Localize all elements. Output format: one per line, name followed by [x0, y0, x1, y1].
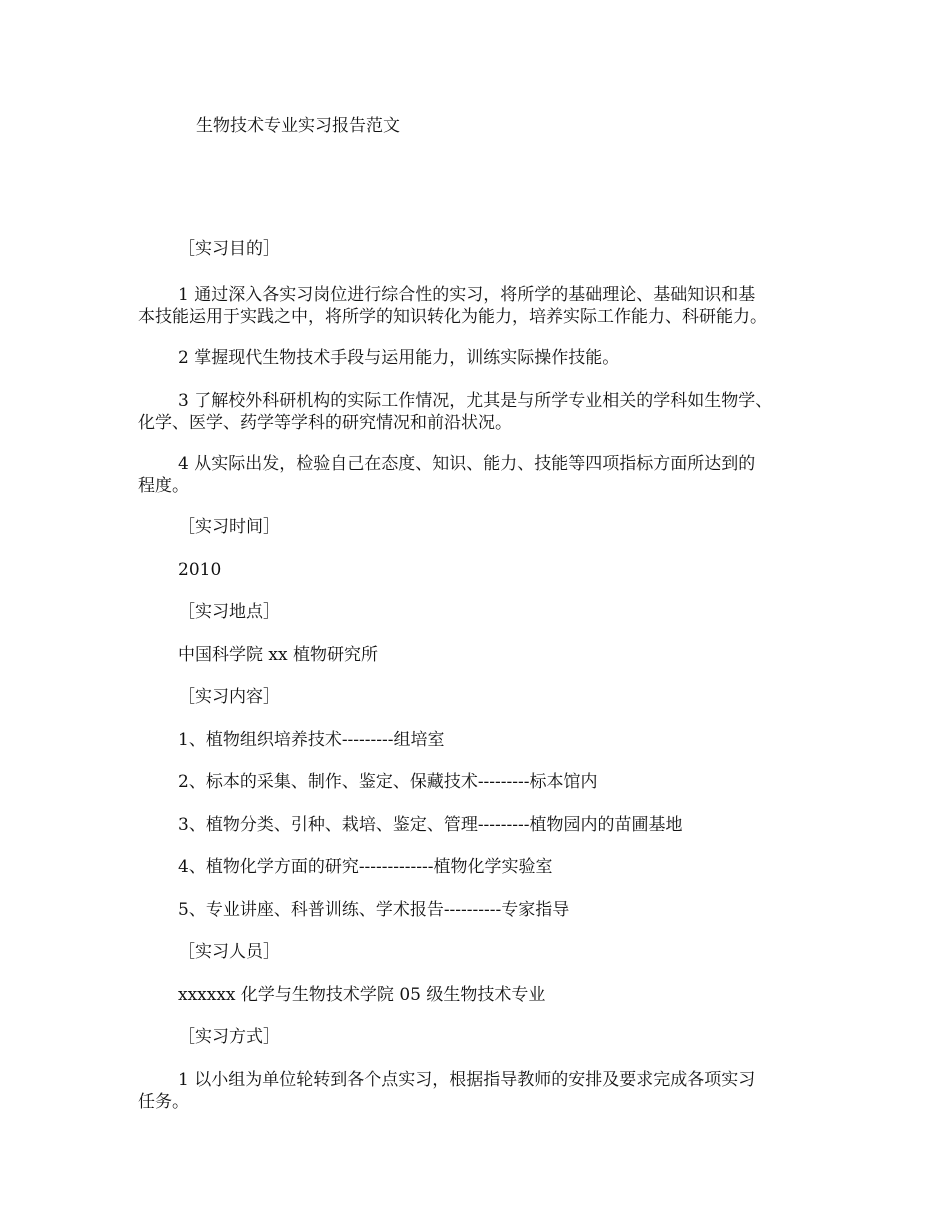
method-item-1-line-2: 任务。: [138, 1092, 189, 1112]
method-item-1-line-1: 1 以小组为单位轮转到各个点实习，根据指导教师的安排及要求完成各项实习: [178, 1070, 756, 1090]
purpose-item-4: [138, 453, 818, 497]
purpose-item-3: [138, 390, 818, 434]
purpose-item-1-line-2: 本技能运用于实践之中，将所学的知识转化为能力，培养实际工作能力、科研能力。: [138, 307, 767, 327]
purpose-item-4-line-1: 4 从实际出发，检验自己在态度、知识、能力、技能等四项指标方面所达到的: [178, 454, 756, 474]
content-heading: ［实习内容］: [178, 687, 280, 707]
purpose-item-4-line-2: 程度。: [138, 476, 189, 496]
purpose-item-3-line-2: 化学、医学、药学等学科的研究情况和前沿状况。: [138, 413, 512, 433]
place-heading: ［实习地点］: [178, 602, 280, 622]
people-value: xxxxxx 化学与生物技术学院 05 级生物技术专业: [178, 985, 546, 1005]
content-item: 4、植物化学方面的研究-------------植物化学实验室: [178, 857, 553, 877]
method-item-1: [138, 1069, 818, 1113]
time-heading: ［实习时间］: [178, 517, 280, 537]
purpose-item-2: 2 掌握现代生物技术手段与运用能力，训练实际操作技能。: [178, 348, 620, 368]
people-heading: ［实习人员］: [178, 942, 280, 962]
document-title: 生物技术专业实习报告范文: [196, 116, 400, 136]
method-heading: ［实习方式］: [178, 1027, 280, 1047]
purpose-item-1-line-1: 1 通过深入各实习岗位进行综合性的实习，将所学的基础理论、基础知识和基: [178, 285, 756, 305]
content-item: 2、标本的采集、制作、鉴定、保藏技术---------标本馆内: [178, 772, 598, 792]
purpose-item-1: [138, 284, 818, 328]
place-value: 中国科学院 xx 植物研究所: [178, 645, 378, 665]
content-item: 1、植物组织培养技术---------组培室: [178, 730, 445, 750]
purpose-heading: ［实习目的］: [178, 239, 280, 259]
time-value: 2010: [178, 560, 222, 580]
purpose-item-3-line-1: 3 了解校外科研机构的实际工作情况，尤其是与所学专业相关的学科如生物学、: [178, 391, 773, 411]
content-item: 3、植物分类、引种、栽培、鉴定、管理---------植物园内的苗圃基地: [178, 815, 683, 835]
content-item: 5、专业讲座、科普训练、学术报告----------专家指导: [178, 900, 570, 920]
